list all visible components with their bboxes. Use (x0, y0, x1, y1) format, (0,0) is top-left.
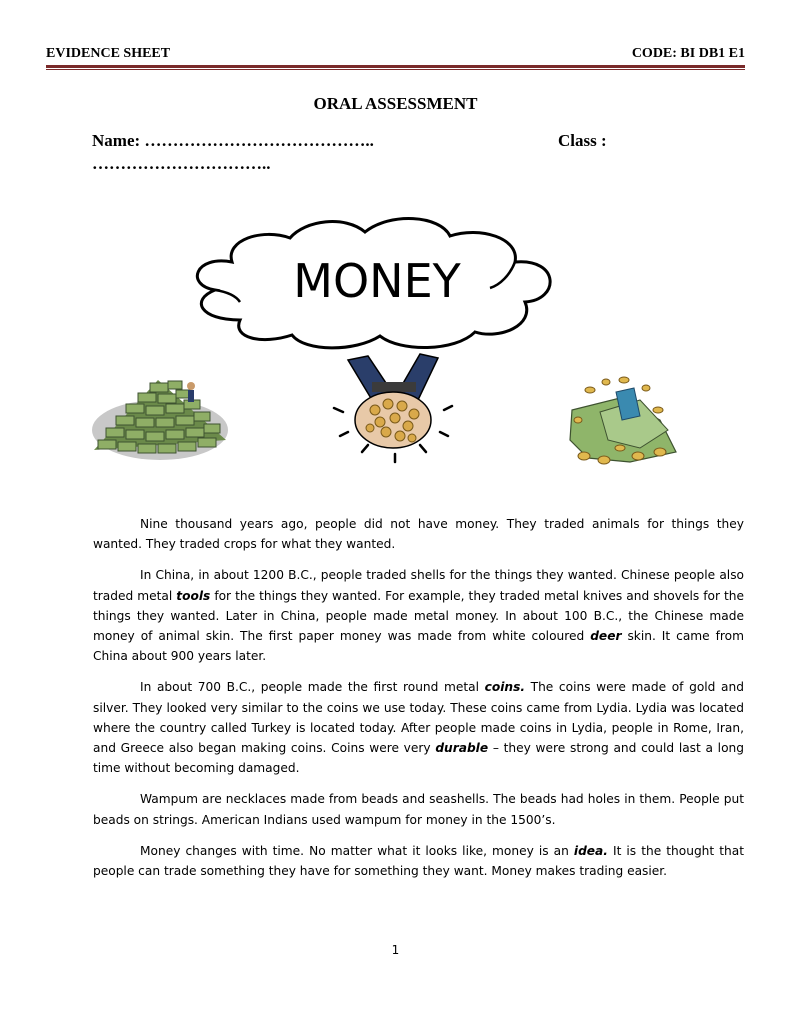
illustration-area (0, 0, 791, 500)
paragraph (93, 514, 744, 554)
page-number: 1 (391, 943, 400, 957)
header-code-text: CODE: BI DB1 E1 (631, 46, 745, 61)
paragraph-text: Wampum are necklaces made from beads and seashells. The beads had holes in them. People put beads on strings. American Indians used wampum for money in the 1500’s. (93, 792, 744, 827)
paragraph-text: In about 700 B.C., people made the first round metal (140, 680, 485, 695)
paragraph-text: In China, in about 1200 B.C., people traded shells for the things they wanted. Chinese people also traded metal (93, 568, 744, 603)
keyword: coins. (484, 680, 525, 695)
paragraph (93, 789, 744, 829)
paragraph-text: It is the thought that people can trade something they have for something they want. Money makes trading easier. (93, 843, 744, 879)
header-left-text: EVIDENCE SHEET (46, 46, 171, 61)
class-field-dots: ………………………….. (92, 154, 271, 173)
paragraph (93, 841, 744, 881)
cloud-title: MONEY (293, 254, 461, 308)
paragraph (93, 565, 744, 666)
paragraph-text: skin. It came from China about 900 years later. (93, 629, 744, 664)
keyword: deer (590, 629, 622, 644)
keyword: tools (176, 588, 211, 603)
paragraph-text: Money changes with time. No matter what it looks like, money is an (140, 843, 574, 858)
paragraph-text: The coins were made of gold and silver. They looked very similar to the coins we use today. These coins came from Lydia. Lydia was located where the country called Turkey is located today. After people made coins in Lydia, people in Rome, Iran, and Greece also began making coins. Coins were very (93, 680, 744, 756)
keyword: idea. (573, 843, 608, 858)
class-field-label: Class : (558, 131, 607, 150)
thought-cloud-icon (197, 219, 550, 348)
keyword: durable (435, 741, 489, 756)
name-field-line: Name: ………………………………….. (92, 131, 374, 150)
money-stack-icon (92, 380, 228, 460)
page-title: ORAL ASSESSMENT (313, 94, 478, 113)
cash-and-coins-icon (570, 377, 676, 464)
paragraph-text: for the things they wanted. For example, they traded metal knives and shovels for the things they wanted. Later in China, people made metal money. In about 100 B.C., the Chinese made money of animal skin. The first paper money was made from white coloured (93, 588, 745, 644)
paragraph-text: – they were strong and could last a long time without becoming damaged. (93, 741, 744, 776)
paragraph-text: Nine thousand years ago, people did not have money. They traded animals for things they wanted. They traded crops for what they wanted. (93, 517, 744, 552)
hands-with-coins-icon (334, 354, 452, 462)
article-body (93, 514, 744, 892)
paragraph (93, 677, 744, 778)
